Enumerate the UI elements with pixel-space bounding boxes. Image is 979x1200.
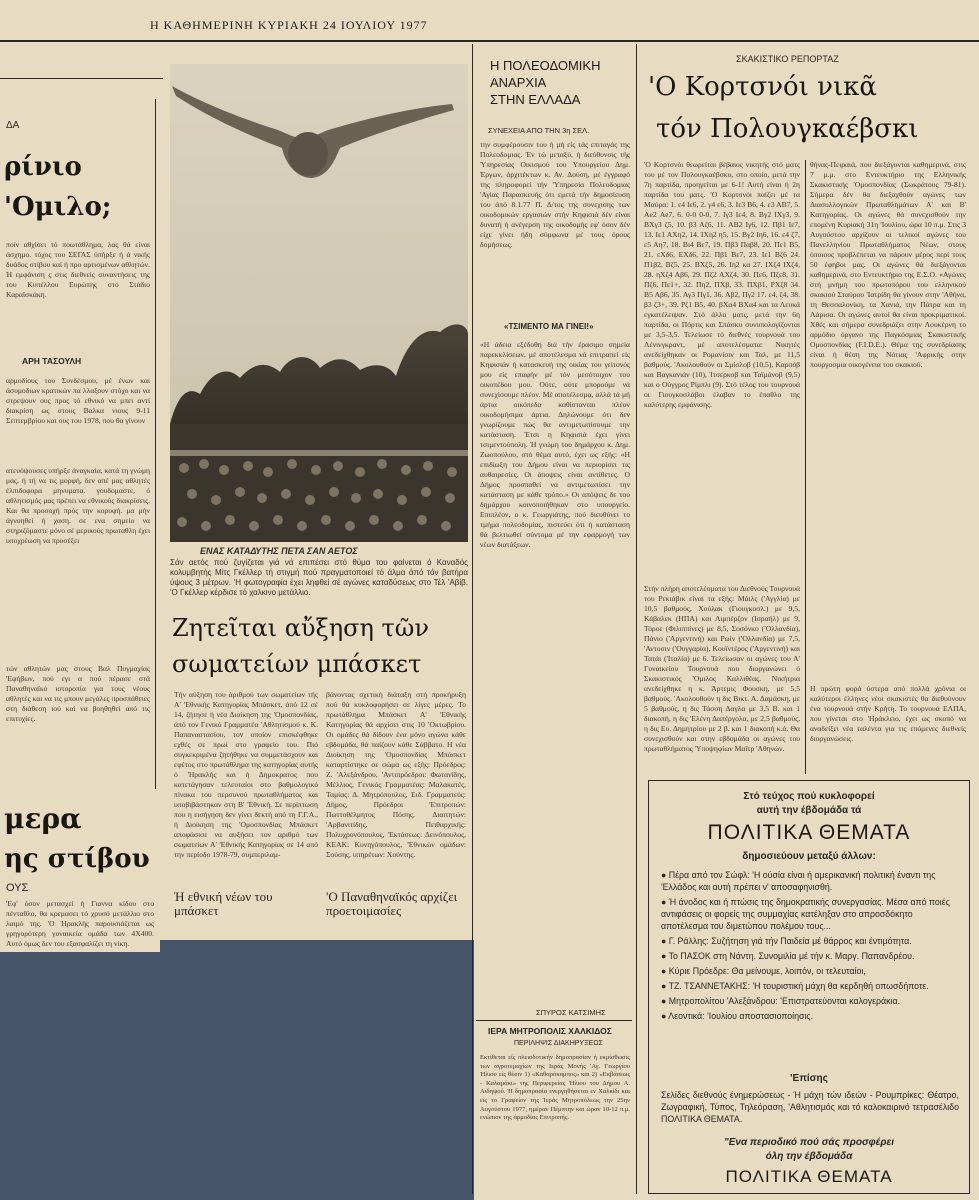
urban-headline-3: ΣΤΗΝ ΕΛΛΑΔΑ xyxy=(490,92,581,107)
bullet-icon: ● xyxy=(661,951,669,961)
masthead-rule xyxy=(0,40,979,42)
ad-item: ● Κύριε Πρόεδρε: Θα μείνουμε, λοιπόν, οι τελευταίοι, xyxy=(661,966,866,976)
left-col-toprule xyxy=(0,78,163,79)
ad-also-text: Σελίδες διεθνούς ένημερώσεως - Ή μάχη τών ιδεών - Ρουμπρίκες: Θέατρο, Ζωγραφική, Τύπος, Τηλεόραση, 'Αθλητισμός και τό καλοκαιρινό τετρασέλιδο ΠΟΛΙΤΙΚΑ ΘΕΜΑΤΑ. xyxy=(661,1090,959,1124)
chess-col-2: Στήν πλήρη αποτελέσματα του Διεθνούς Τουρνουά του Ρεκιάβικ είναι τα εξής: Μάιλς ('Αγγλία) με 10,5 βαθμούς, Χούλακ (Γιουγκοσλ.) με 9,5, Κάβαλεκ (ΗΠΑ) και Λιμπέρζον (Ισραήλ) με 9, Τόροε (Φιλιππίνες) με 8,5, Σοσόνκο ('Ολλανδία), Πάνιο ('Αργεντινή) και Ρωίν ('Ολλανδία) με 7,5, 'Αντοσιν ('Ουγγαρία), Κουϊντέρος ('Αργεντινή) και Τατάι ('Ιταλία) με 6. Τελείωσαν οι αγώνες του Α' Γυναικείου Τουρνουά που διοργανώνει ό Σκακιστικός 'Ομιλος Καλλιθέας. Νικήτρια ανεδείχθηκε η κ. Άρτεμις Φουσκη, με 5,5 βαθμούς. 'Ακολουθούν η δις Βικτ. Α. Δαμάσκη, με 5 βαθμούς, η δις Τάσση Δαγλα με 3,5 Β. και 1 διακοπή, η δις 'Ελένη Δαπέργολα, με 2,5 βαθμούς, η δις Ευ. Δημητρίου με 2 β. και 1 διακοπή κ.ά. Θα συνεχισθούν και στην εβδομάδα οι αγώνες του πρωταθλήματος 'Υποψηφίων Μαΐτρ 'Αθηνών. xyxy=(644,584,800,753)
left-body-2: αρμοδίους του Συνδέσμου, μέ ένων και άσυμοδιων κρατικών πα λλαξουν στόχο και να στρεψουν ους προς τό εθνικό να μπει αντί διακρίση ως στους Βαλκα νιους 9-11 Σεπτεμβρίου και ους του 1978, που θα γίνουν xyxy=(6,376,150,425)
left-headline-1: ρίνιο xyxy=(4,152,82,182)
ad-box xyxy=(648,780,970,1194)
chess-col-3: θήνας-Πειραιά, που διεξάγονται καθημερινά, στις 7 μ.μ. στο Εντευκτήριο της Ελληνικής Σκακιστικής 'Ομοσπονδίας (Σωκράτους 79-81). Σήμερα δέν θα διεξαχθούν αγώνες των Διασυλλογικών Πρωταθλημάτων Α' και Β' Κατηγορίας. Οι αγώνες θά συνεχισθούν την επομένη Κυριακή 31η 'Ιουλίου, ώρα 10 π.μ. Στις 3 Αυγούστου αρχίζουν οι τελικοί αγώνες του Πανελληνίου Πρωταθλήματος Νέων, στους όποιους προβλέπεται να πάρουν μέρος περί τους 50 έφηβοι μας. Οι αγώνες θά διεξάγονται καθημερινά, στο Εντευκτήριο της Ε.Σ.Ο. «Αγώνες στή μνήμη του πρωτοπόρου του ελληνικού σκακιού Σταύρου 'Ιατρίδη θα γίνουν στην 'Αθήνα, τη Θεσσαλονίκη, τα Χανιά, την Πάτρα και τη Λάρισα. Οι αγώνες αυτοί θα είναι προκριματικοί. Χθές και σήμερα συνεδριάζει στην Λουκέρνη το αρμόδιο όργανο της Παγκόσμιας Σκακιστικής Ομοσπονδίας (F.I.D.E.). Θέμα της συνεδρίασης είναι ή θέση της Νότιας 'Αφρικής στην πουργοσμια οικογένεια του σκακιού. xyxy=(810,160,966,369)
bullet-icon: ● xyxy=(661,996,669,1006)
basketball-headline-1: Ζητεῖται αὔξηση τῶν xyxy=(172,614,429,642)
ad-magazine: ΠΟΛΙΤΙΚΑ ΘΕΜΑΤΑ xyxy=(707,821,911,844)
urban-right-rule xyxy=(636,44,637,1194)
left-byline: ΑΡΗ ΤΑΣΟΥΛΗ xyxy=(22,356,82,366)
bullet-icon: ● xyxy=(661,936,669,946)
basketball-headline-2: σωματείων μπάσκετ xyxy=(172,650,422,678)
urban-continued: ΣΥΝΕΧΕΙΑ ΑΠΟ ΤΗΝ 3η ΣΕΛ. xyxy=(488,126,590,135)
left-fragment-top: ΔΑ xyxy=(6,120,20,131)
photo-caption-text: Σάν αετός πού ζυγίζεται γιά νά επιπέσει στό θύμα του φαίνεται ό Καναδός κολυμβητής Μίτς Γκέλλερ τή στιγμή πού πραγματοποιεί τό άλμα άπό τόν βατήρα ύψους 3 μέτρων. 'Η φωτογραφία έχει ληφθεί σέ αγώνες καταδύσεως στο Τέλ 'Αβίβ. 'Ο Γκέλλερ κέρδισε τό χαλκινο μετάλλιο. xyxy=(170,558,468,597)
ad-item: ● ΤΖ. ΤΣΑΝΝΕΤΑΚΗΣ: 'Η τουριστική μάχη θα κερδηθή οπωσδήποτε. xyxy=(661,981,929,991)
ad-intro-1: Στό τεύχος πού κυκλοφορεί xyxy=(743,791,875,802)
urban-notice-title: ΙΕΡΑ ΜΗΤΡΟΠΟΛΙΣ ΧΑΛΚΙΔΟΣ xyxy=(488,1026,612,1036)
ad-item: ● Το ΠΑΣΟΚ στη Νάντη. Συνομιλία μέ τήν κ. Μαργ. Παπανδρέου. xyxy=(661,951,915,961)
ad-intro-2: αυτή την έβδομάδα τά xyxy=(756,805,862,816)
urban-notice-body: Εκτίθεται είς πλειοδοτικήν δημοπρασίαν ή εκμίσθωσις των αγροτεμαχίων της Ιεράς Μονής 'Αγ. Γεωργίου Ήλιου είς θέσιν 1) «Καθαρόκαμπος» και 2) «Εκβάσεως - Καλαμάκι» της Περιφερείας Ήλιου του Δήμου Α. Αιδηψού. Ή δημοπρασία ενεργηθήσεται εν Χαλκίδι και είς το Γραφείον της Ίεράς Μητροπόλεως την 25ην Αυγούστου 1977, ημέραν Πέμπτην και ώραν 10-12 π.μ. ενώπιον της άρμοδίας Επιτροπής. xyxy=(480,1054,630,1122)
chess-col-1: 'Ο Κορτσνόι θεωρείται βέβαιος νικητής στό ματς του μέ τον Πολουγκαέβσκυ, στο οποίο, μετά την 7η παρτίδα, προηγείται με 6-1! Αυτή είναι ή 2η παρτίδα του ματς. 'Ο Κορτσνόι παίζει μέ τα Μαύρα: 1. ε4 Ιε6, 2. γ4 ε6, 3. Ιε3 Β6, 4. ε3 ΑΒ7, 5. Αe2 Αe7, 6. 0-0 0-0, 7. Ιγ3 Ιε4, 8. Βγ2 ΙΧγ3, 9. ΒΧγ3 ζ5, 10. β3 Αζ6, 11. ΑΒ2 Ιγ6, 12. Πβ1 Ιε7, 13. Ιε1 ΑΧη2, 14. ΙΧη2 η5, 15. Βγ2 Ιη6, 16. ε4 ζ7, ε5 Αη7, 18. Βι4 Βε7, 19. Πβ3 Παβ8, 20. Πε1 Β5, 21. εΧδ6, ΕΧδ6, 22. Πβ1 Βε7, 23. Ιε1 Βζ6 24. Π1β2, Βζ5, 25. ΒΧζ5, 26. Ιη2 κα 27. ΙΧζ4 ΙΧζ4, 28. ηΧζ4 Αβ6, 29. Πζ2 ΑΧζ4, 30. Πε6, Πζε8, 31. Πζ6, Πε1+, 32. Πη2, ΠΧβ, 33. ΠΧβ1, ΡΧζ8 34. Β5 Αβ6, 35. Αγ3 Πγ1, 36. Αβ2, Πγ2 17. ε4, ζ4, 38. β3 ζ3+, 39. Ρζ1 Β5, 40. βΧα4 ΒΧα4 και τα Λευκά εγκατέλειψαν. Στό άλλο ματς, μετά την 6η παρτίδα, οι Πόρτις και Σπάσκυ συνυπολογίζονται με 3,5-3,5. Τελείωσε τό διεθνές τουρνουά του Λένινγκραντ, μέ αποτελέσματα: Νικητές ανεδείχθηκαν οι Ρομανίσιν και Ταλ, με 11,5 βαθμούς. 'Ακολουθούν οι Σμίσλοβ (10,5), Καρπόβ και Βαγκανιάν (10), Ίτσερκοβ και Ταϊμάνοβ (9,5) και ο Ούγγρος Ρίμπλι (9). Στό τέλος του τουρνουά οι Γιουγκοσλάβοι έλαβαν το έπαθλο της καλύτερης εμφάνισης. xyxy=(644,160,800,409)
urban-left-rule xyxy=(472,44,473,1194)
bullet-icon: ● xyxy=(661,1011,669,1021)
left-headline-4: ης στίβου xyxy=(4,844,150,874)
ad-slogan-2: όλη την έβδομάδα xyxy=(765,1151,853,1162)
chess-kicker: ΣΚΑΚΙΣΤΙΚΟ ΡΕΠΟΡΤΑΖ xyxy=(736,54,839,64)
bullet-icon: ● xyxy=(661,981,669,991)
ad-lead: δημοσιεύουν μεταξύ άλλων: xyxy=(742,851,876,862)
diver-photo-image xyxy=(170,64,468,542)
ad-footer: ΠΟΛΙΤΙΚΑ ΘΕΜΑΤΑ xyxy=(725,1167,893,1186)
bullet-icon: ● xyxy=(661,870,669,880)
ad-slogan-1: "Ενα περιοδικό πού σάς προσφέρει xyxy=(723,1137,895,1148)
left-body-5: 'Εφ' όσον μετασχεί ή Γιαννα κίδου στο πένταθλο, θα κρεμασει τό χρυσό μετάλλιο στο λαιμό της. 'Ο Ήρακλής παρουσιάζεται ως γρηγορότερη γυναικεία ομάδα των 4Χ400. Αυτό όμως δεν του εξασφαλίζει τη νίκη. xyxy=(6,899,154,948)
urban-notice-sub: ΠΕΡΙΛΗΨΙΣ ΔΙΑΚΗΡΥΞΕΩΣ xyxy=(514,1040,603,1047)
urban-body-1: την συμφέρουσιν του ή μή είς τάς επιταγάς της Πολεοδομιας. Έν τώ μεταξύ, ή διεύθυνσις τής Ύπηρεσίας Οικισμού του Υπουργείου Δημ. Έργων, άρχιτέκτων κ. Αν. Δούση, μέ έγγραφό της πληροφορεί τήν 'Υπηρεσία Πολεοδομιας 'Αγίας Παρασκευής ότι εμετά τήν δημοσίευση του άπό 8.1.77 Π. Δ/τος της συνεχισης των οικοδομικών εργασιών στήν Κηφισιά δέν είναι δυνατή ή ανέγερση της οικοδομής εφ' όσον δέν είχε γίνει ήδη σύμφωνα μέ τους όρους δομήσεως. xyxy=(480,140,630,249)
basketball-subhead-right: 'Ο Παναθηναϊκός αρχίζει προετοιμασίες xyxy=(326,890,458,918)
urban-notice-rule xyxy=(476,1020,632,1021)
bullet-icon: ● xyxy=(661,897,669,907)
chess-col-divider xyxy=(805,160,806,774)
urban-subhead: «ΤΣΙΜΕΝΤΟ ΜΑ ΓΙΝΕΙ!» xyxy=(504,322,594,331)
ad-item: ● Λεοντικά: 'Ιουλίου αποστασιοποίησις. xyxy=(661,1011,814,1021)
left-body-3: ατευόψουσες υπήρξε άναγκαία, κατά τη γνώμη μας, ή τή να τις μορφή, δεν απέ μας αθλητές έλπιδοφορα μηνυματα. γουδομαστε, ό αθλητισμός μας πρέπει να εθνικούς διακρίσεις. Και θα προσοχή πρός την κορυφή. μα μήν άγνοηθεί ή χαση. σε ενα σημείο να στηριζόμαστε μόνο σέ μερικούς πρωταθλη έχει υποχρέωση να προσέξει xyxy=(6,466,150,545)
ad-item: ● Μητροπολίτου 'Αλεξάνδρου: 'Επιστρατεύονται καλογεράκια. xyxy=(661,996,901,1006)
urban-headline-2: ΑΝΑΡΧΙΑ xyxy=(490,75,547,90)
bullet-icon: ● xyxy=(661,966,669,976)
photo-caption-title: ΕΝΑΣ ΚΑΤΑΔΥΤΗΣ ΠΕΤΑ ΣΑΝ ΑΕΤΟΣ xyxy=(200,546,358,556)
ad-item: ● Ή άνοδος και ή πτώσις της δημοκρατικής συνεργασίας. Μέσα από ποιές αντιφάσεις οι φορείς της συμμαχίας κατέληξαν στο απροσδόκητο αποτέλεσμα του διμετώπου πολέμου τους... xyxy=(661,897,950,931)
urban-author: ΣΠΥΡΟΣ ΚΑΤΣΙΜΗΣ xyxy=(536,1008,606,1017)
left-col-border xyxy=(155,99,156,789)
basketball-subhead-left: Ή εθνική νέων του μπάσκετ xyxy=(174,890,273,918)
masthead-title: Η ΚΑΘΗΜΕΡΙΝΗ ΚΥΡΙΑΚΗ 24 ΙΟΥΛΙΟΥ 1977 xyxy=(150,18,428,32)
left-body-1: ποίν αθχίσει τό ποωτάθλημα, λας θά είναι άσχημο. τόχος του ΣΕΓΑΣ ύπήρξε ή ά νικής δυάδος στίβου καί ή προ αρτισμένων αθλητών. Ή εμφάνιση ς στις διεθνείς συναντήσεις της του Κυπέλλου Ευρώπης στο Στάδιο Καραϊσκάκη. xyxy=(6,240,150,299)
left-column xyxy=(0,44,162,948)
chess-col-3b: Η πρώτη φορά ύστερα από πολλά χρόνια οι καλύτεροι έλληνες νέοι σκακιστές θα διεθυύνουν ένα τουρνουά στήν Κρήτη. Το τουρνουά ΕΛΠΑ, που γίνεται στο 'Ηράκλειο, έχει ως σκοπό να αναδείξει νέα ταλέντα για τις επόμενες διεθνείς διοργανώσεις. xyxy=(810,684,966,743)
diver-photo xyxy=(170,64,468,542)
left-headline-5: ΟΥΣ xyxy=(6,882,29,894)
left-body-4: τών αθλητών μας στους Βαλ Πυγμαχίας 'Εφήβων, πού εγι α πού πέρασε στά Παναθηναϊκό ιστοροπία για τους νέους αθλητές και να τις μπουν μεγάλες προσπάθειες στη διάθεση ιού καί να βοηθηθεί από τις επιτυχίες. xyxy=(6,664,150,723)
ad-items xyxy=(661,869,961,1025)
urban-headline-1: Η ΠΟΛΕΟΔΟΜΙΚΗ xyxy=(490,58,601,73)
ad-also: 'Επίσης xyxy=(790,1073,828,1084)
left-headline-2: 'Ομιλο; xyxy=(4,192,112,222)
chess-headline-2: τόν Πολουγκαέβσκι xyxy=(656,114,919,144)
chess-headline-1: 'Ο Κορτσνόι νικᾶ xyxy=(648,72,877,102)
urban-body-2: «Η άδεια εξέδοθη διά τήν έρασιμο σημεία παρεκκλίσεων, μέ αποτέλεσμα νά επιτραπεί είς Κηφισιάν ή κατασκευή της οικίας του γείτονός μου είς επαφήν μέ τόν μεσότοιχον του οικοπέδου μου. Ούτε, ούτε μπορούμε νά συνεχίσουμε πλέον. Μέ αποτέλεσμα, αλλά τά μή άρτια οικόπεδα καθίστανται πλέον οικοδομήσιμα άρτια. Δηλώνουμε ότι δεν γνωρίζουμε πώς θα αντιμετωπίσουμε την κατάσταση. Έτσι η Κηφισιά έχει γίνει τσιμεντούπολη. Ή γνώμη του δημάρχου κ. Δημ. Ζωοπούλου, στό θέμα αυτό, έχει ως εξής: «Η επιδίωξη του Δήμου είναι να περιορίσει τις αυθαιρεσίες. Οι άποψεις είναι αντίθετες. Ο Δήμος προσπαθεί να αντιμετωπίσει την κατάσταση με κάθε τρόπο.» Οι απόψεις δε του δημάρχου κοινοποιήθηκαν στο υπουργείο. Επιπλέον, ο κ. Γεωργιάτης, πού διευθύνει το τμήμα πολεοδομίας, πιστεύει ότι ή κατάσταση θά βελτιωθεί σύντομα μέ την εφαρμογή των νέων διατάξεων. xyxy=(480,340,630,549)
basketball-col-2: βάνοντας σχετική διάταξη στή προκήρυξη πού θά κυκλοφορήσει σε λίγες μέρες. Το πρωτάθλημα Μπάσκετ Α' 'Εθνικής Κατηγορίας θά αρχίσει στις 10 'Οκτωβρίου. Οι ομάδες θά δίδουν ένα μόνο αγώνα κάθε εβδομάδα, θά παίζουν κάθε Σάββατο. Η νέα Διοίκηση της 'Ομοσπονδίας Μπάσκετ καταρτίστηκε σε σώμα ως εξής: Πρόεδρος: Ζ. 'Αλεξάνδρου, 'Αντιπρόεδροι: Φωτανίδης, Μέλλιος, Γενικός Γραμματέας: Μαλακατές, Ταμίας: Δ. Μητρόπουλος, Ειδ. Γραμματεύς: Δήμος, Πρόεδροι 'Επιτροπών: Πωττοθέλμητος Πόσης, Διαιτητών: 'Αρβανιτίδης, Πειθαρχικής: Πολυχρονόπουλος, 'Εκτάσεως: Δεινόπουλος, ΚΕΑΚ: Κυνηγόπουλος, 'Εθνικών ομάδων: Σούσης, υπηρέτων: Χούντης. xyxy=(326,690,466,859)
ad-item: ● Πέρα από τον Σώφλ: 'Η ούσία είναι ή αμερικανική πολιτική έναντι της 'Ελλάδος και αυτή πρέπει ν' αποσαφηνισθή. xyxy=(661,870,936,892)
left-headline-3: μερα xyxy=(4,802,82,835)
basketball-col-1: Τήν αύξηση του άριθμού των σωματείων τής Α' 'Εθνικής Κατηγορίας Μπάσκετ, άπό 12 σέ 14, ζήτησε ή νέα Διοίκηση της 'Ομοσπονδίας, άπό τον Γενικό Γραμματέα 'Αθλητισμού κ. Κ. Παπαναστασίου, τον οποίον επισκέφθηκε εχθές σε πρωί στο γραφείο του. Πιό συγκεκριμένα ζητήθηκε να συμμετάσχουν και εφέτος στο πρωτάθλημα της κατηγορίας αυτής ό 'Ηρακλής και ή Δημοκρατος που κατετάγησαν τελευταίοι στο βαθμολογικό πίνακα του περσυνού πρωταθλήματος και υποβιβάστηκαν στη Β' 'Εθνική. Σε περίπτωση που η εισήγηση δεν γίνει δεκτή από τη Γ.Γ.Α., ή Διοίκηση της 'Ομοσπονδίας Μπάσκετ αποφάσισε να αυξήσει τον αριθμό των σωματείων Α' 'Εθνικής Κατηγορίας σε 14 από την περίοδο 1978-79, συμπεριλαμ- xyxy=(174,690,318,859)
ad-item: ● Γ. Ράλλης: Συζήτηση γιά τήν Παιδεία μέ θάρρος και έντιμότητα. xyxy=(661,936,912,946)
